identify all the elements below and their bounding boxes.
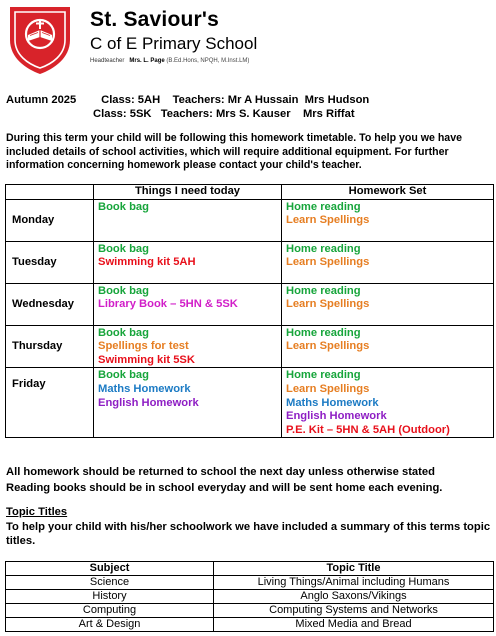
class-info bbox=[6, 93, 369, 121]
things-item: Library Book – 5HN & 5SK bbox=[98, 298, 238, 311]
school-name: St. Saviour's bbox=[90, 8, 219, 31]
topic-title: Mixed Media and Bread bbox=[214, 618, 494, 632]
class-info-line: Class: 5SK Teachers: Mrs S. Kauser Mrs Riffat bbox=[6, 108, 355, 120]
timetable-row bbox=[6, 368, 494, 438]
things-item: Book bag bbox=[98, 326, 149, 339]
topic-header-row bbox=[6, 562, 494, 576]
timetable-row bbox=[6, 241, 494, 283]
topic-titles-intro: To help your child with his/her schoolwork we have included a summary of this terms topic titles. bbox=[6, 521, 491, 547]
topic-row bbox=[6, 618, 494, 632]
homework-item: Learn Spellings bbox=[286, 340, 370, 353]
school-subtitle: C of E Primary School bbox=[90, 34, 258, 53]
homework-item: Home reading bbox=[286, 242, 361, 255]
things-item: Swimming kit 5AH bbox=[98, 256, 196, 269]
homework-cell bbox=[282, 325, 494, 368]
timetable-header-day bbox=[6, 185, 94, 200]
homework-timetable bbox=[5, 184, 494, 438]
things-item: English Homework bbox=[98, 396, 199, 409]
topic-row bbox=[6, 576, 494, 590]
topic-title: Living Things/Animal including Humans bbox=[214, 576, 494, 590]
things-item: Maths Homework bbox=[98, 382, 191, 395]
things-item: Swimming kit 5SK bbox=[98, 353, 195, 366]
note-line: Reading books should be in school everyday and will be sent home each evening. bbox=[6, 482, 443, 494]
intro-paragraph: During this term your child will be following this homework timetable. To help you we have included details of school activities, which will require additional equipment. For further information concerning homework please contact your child's teacher. bbox=[6, 132, 462, 172]
timetable-row bbox=[6, 325, 494, 368]
day-label: Thursday bbox=[6, 325, 94, 368]
things-item: Book bag bbox=[98, 369, 149, 382]
topic-header-title: Topic Title bbox=[214, 562, 494, 576]
things-item: Book bag bbox=[98, 200, 149, 213]
things-item: Book bag bbox=[98, 284, 149, 297]
day-label: Friday bbox=[6, 368, 94, 438]
homework-item: Learn Spellings bbox=[286, 382, 370, 395]
homework-item: Learn Spellings bbox=[286, 256, 370, 269]
topic-titles-heading: Topic Titles bbox=[6, 506, 68, 518]
class-info-line: Autumn 2025 Class: 5AH Teachers: Mr A Hussain Mrs Hudson bbox=[6, 94, 370, 106]
topic-header-subject: Subject bbox=[6, 562, 214, 576]
timetable-row bbox=[6, 199, 494, 241]
school-crest-icon bbox=[6, 4, 74, 76]
homework-item: Learn Spellings bbox=[286, 298, 370, 311]
topic-titles-table bbox=[5, 561, 494, 632]
timetable-header-row bbox=[6, 185, 494, 200]
things-cell bbox=[94, 283, 282, 325]
headteacher-name: Mrs. L. Page bbox=[129, 58, 165, 64]
homework-item: Maths Homework bbox=[286, 396, 379, 409]
homework-item: Home reading bbox=[286, 369, 361, 382]
homework-item: Home reading bbox=[286, 200, 361, 213]
headteacher-line bbox=[90, 58, 249, 64]
homework-item: Learn Spellings bbox=[286, 214, 370, 227]
homework-cell bbox=[282, 199, 494, 241]
topic-row bbox=[6, 590, 494, 604]
things-cell bbox=[94, 199, 282, 241]
homework-cell bbox=[282, 283, 494, 325]
things-cell bbox=[94, 368, 282, 438]
topic-subject: Art & Design bbox=[6, 618, 214, 632]
things-cell bbox=[94, 241, 282, 283]
topic-subject: Computing bbox=[6, 604, 214, 618]
things-item: Spellings for test bbox=[98, 340, 189, 353]
topic-subject: History bbox=[6, 590, 214, 604]
topic-title: Computing Systems and Networks bbox=[214, 604, 494, 618]
topic-title: Anglo Saxons/Vikings bbox=[214, 590, 494, 604]
timetable-row bbox=[6, 283, 494, 325]
day-label: Monday bbox=[6, 199, 94, 241]
things-item: Book bag bbox=[98, 242, 149, 255]
homework-item: P.E. Kit – 5HN & 5AH (Outdoor) bbox=[286, 423, 450, 436]
things-cell bbox=[94, 325, 282, 368]
timetable-header-homework: Homework Set bbox=[282, 185, 494, 200]
homework-cell bbox=[282, 368, 494, 438]
homework-item: Home reading bbox=[286, 326, 361, 339]
homework-item: Home reading bbox=[286, 284, 361, 297]
headteacher-label: Headteacher bbox=[90, 58, 125, 64]
timetable-header-things: Things I need today bbox=[94, 185, 282, 200]
day-label: Wednesday bbox=[6, 283, 94, 325]
homework-cell bbox=[282, 241, 494, 283]
day-label: Tuesday bbox=[6, 241, 94, 283]
homework-notes bbox=[6, 464, 442, 496]
headteacher-qualifications: (B.Ed.Hons, NPQH, M.Inst.LM) bbox=[166, 58, 250, 64]
note-line: All homework should be returned to school the next day unless otherwise stated bbox=[6, 466, 435, 478]
homework-item: English Homework bbox=[286, 410, 387, 423]
topic-subject: Science bbox=[6, 576, 214, 590]
school-header bbox=[6, 4, 490, 76]
topic-row bbox=[6, 604, 494, 618]
